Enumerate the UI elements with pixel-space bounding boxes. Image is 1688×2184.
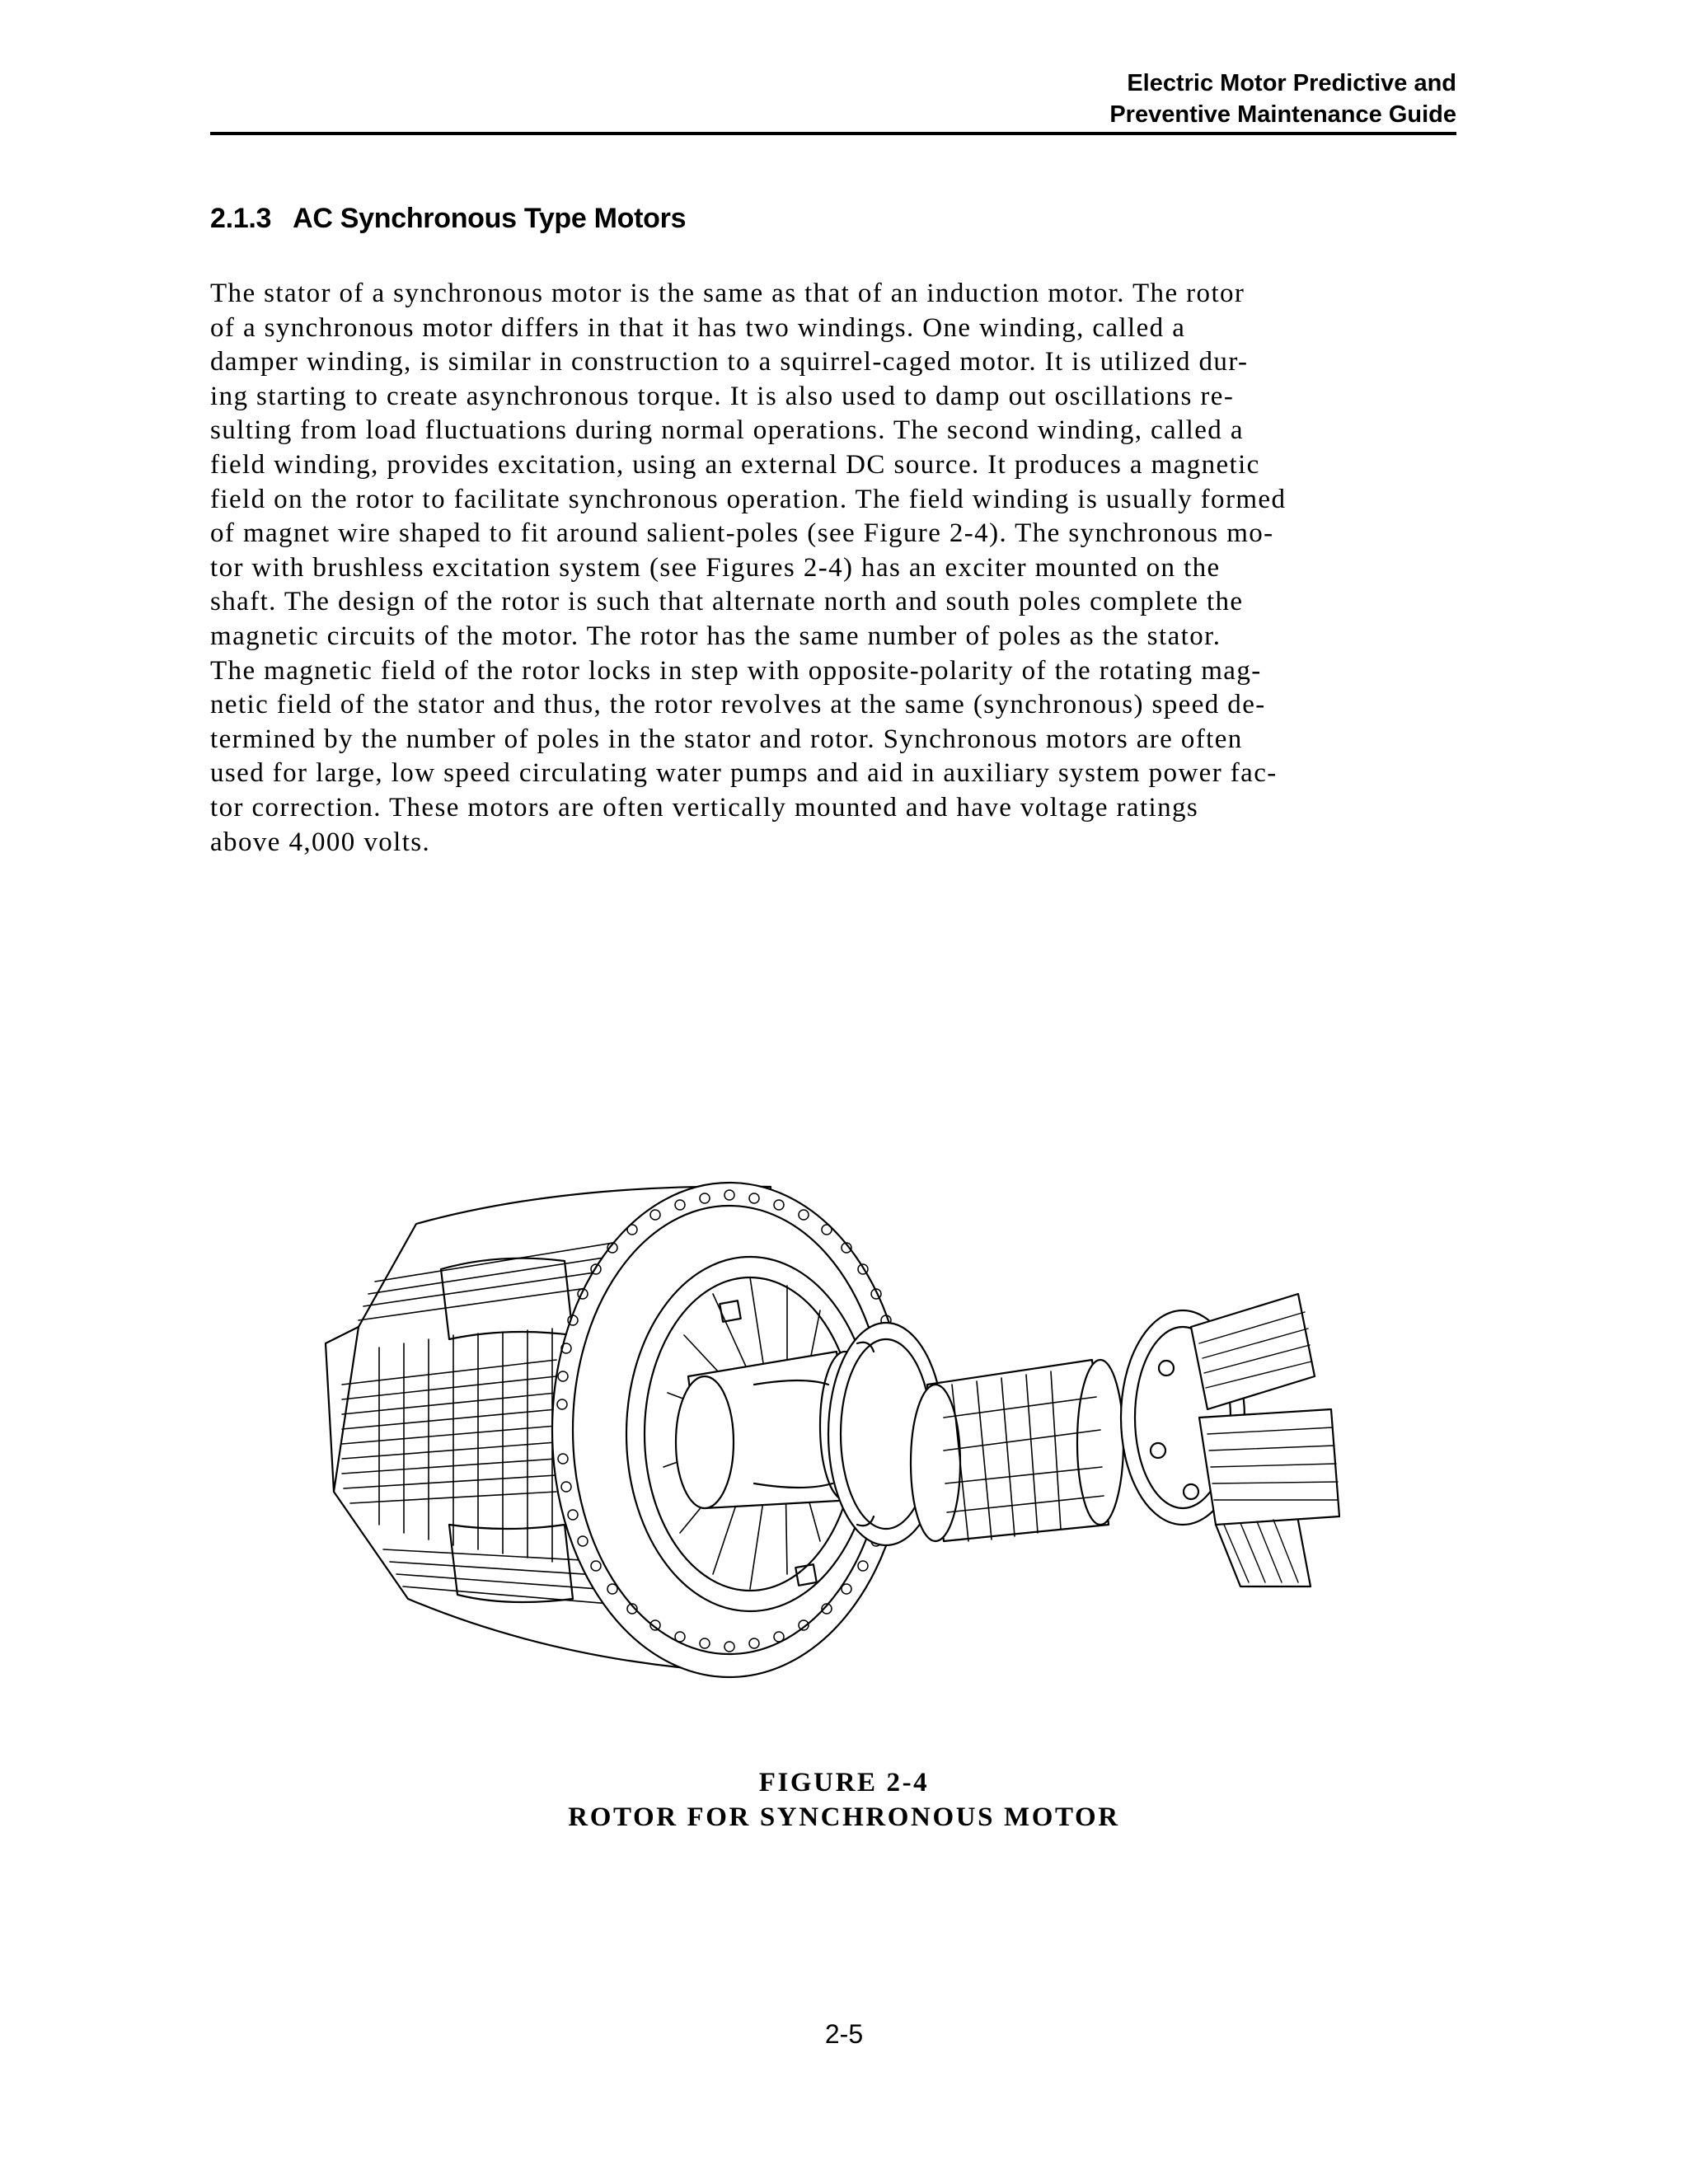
body-line: of a synchronous motor differs in that it has two windings. One winding, called a [210, 312, 1186, 343]
body-line: field winding, provides excitation, using an external DC source. It produces a magnetic [210, 449, 1260, 480]
body-line: of magnet wire shaped to fit around salient-poles (see Figure 2-4). The synchronous mo- [210, 518, 1274, 549]
section-heading [210, 200, 686, 237]
body-line: ing starting to create asynchronous torque. It is also used to damp out oscillations re- [210, 381, 1235, 411]
body-line: damper winding, is similar in construction to a squirrel-caged motor. It is utilized dur- [210, 347, 1249, 377]
figure-number: FIGURE 2-4 [758, 1768, 930, 1797]
body-line: magnetic circuits of the motor. The rotor has the same number of poles as the stator. [210, 621, 1221, 651]
body-line: above 4,000 volts. [210, 827, 431, 857]
body-line: used for large, low speed circulating water pumps and aid in auxiliary system power fac- [210, 758, 1278, 789]
body-line: tor with brushless excitation system (see Figures 2-4) has an exciter mounted on the [210, 552, 1221, 583]
page-number: 2-5 [824, 2019, 864, 2049]
body-line: The stator of a synchronous motor is the same as that of an induction motor. The rotor [210, 279, 1245, 308]
running-header-line-2: Preventive Maintenance Guide [1109, 101, 1456, 128]
exciter [911, 1360, 1123, 1541]
running-header-line-1: Electric Motor Predictive and [1127, 70, 1456, 96]
body-paragraph [210, 277, 1463, 860]
rectifier-wheel [1121, 1294, 1339, 1586]
body-line: field on the rotor to facilitate synchronous operation. The field winding is usually formed [210, 484, 1287, 514]
header-rule [210, 132, 1456, 135]
body-line: tor correction. These motors are often vertically mounted and have voltage ratings [210, 792, 1199, 823]
body-line: shaft. The design of the rotor is such that alternate north and south poles complete the [210, 587, 1244, 617]
rotor-illustration [293, 1137, 1364, 1681]
body-line: The magnetic field of the rotor locks in step with opposite-polarity of the rotating mag- [210, 655, 1262, 686]
body-line: sulting from load fluctuations during normal operations. The second winding, called a [210, 415, 1244, 446]
body-line: netic field of the stator and thus, the rotor revolves at the same (synchronous) speed de- [210, 690, 1266, 720]
section-number: 2.1.3 [210, 203, 272, 234]
running-header [210, 68, 1456, 130]
section-title: AC Synchronous Type Motors [293, 203, 687, 234]
figure-title: ROTOR FOR SYNCHRONOUS MOTOR [568, 1802, 1120, 1832]
body-line: termined by the number of poles in the stator and rotor. Synchronous motors are often [210, 724, 1243, 754]
